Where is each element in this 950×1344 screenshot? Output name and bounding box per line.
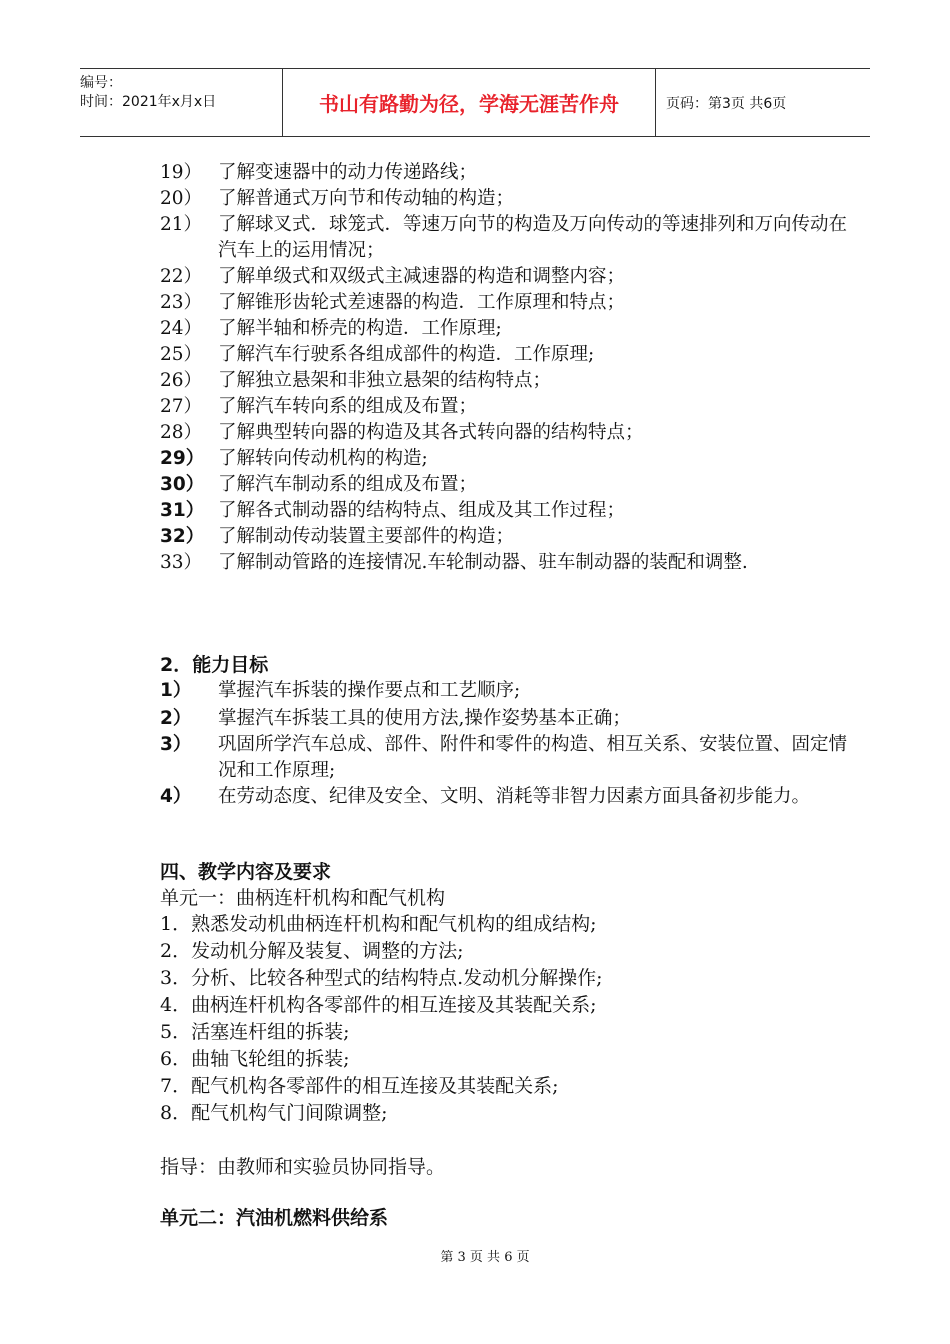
list-item xyxy=(160,212,850,264)
item-number: 23） xyxy=(160,292,203,313)
list-item xyxy=(160,394,850,420)
item-number: 32） xyxy=(160,526,205,547)
item-text: 巩固所学汽车总成、部件、附件和零件的构造、相互关系、安装位置、固定情况和工作原理; xyxy=(218,734,848,781)
list-item: 1．熟悉发动机曲柄连杆机构和配气机构的组成结构; xyxy=(160,913,597,935)
list-item xyxy=(160,368,850,394)
item-number: 22） xyxy=(160,266,203,287)
item-number: 29） xyxy=(160,448,205,469)
footer-page-number: 第 3 页 共 6 页 xyxy=(440,1250,530,1265)
item-number: 33） xyxy=(160,552,203,573)
item-text: 了解锥形齿轮式差速器的构造．工作原理和特点； xyxy=(218,292,626,313)
list-item xyxy=(160,186,850,212)
header-page-info: 页码：第3页 共6页 xyxy=(666,95,787,112)
list-item xyxy=(160,524,850,550)
page-footer xyxy=(0,1246,950,1265)
list-item xyxy=(160,784,850,810)
item-number: 30） xyxy=(160,474,205,495)
item-number: 3） xyxy=(160,734,192,755)
list-item xyxy=(160,706,850,732)
header-motto: 书山有路勤为径，学海无涯苦作舟 xyxy=(282,69,656,136)
item-text: 了解独立悬架和非独立悬架的结构特点； xyxy=(218,370,552,391)
item-text: 了解制动传动装置主要部件的构造； xyxy=(218,526,515,547)
unit-title: 单元二：汽油机燃料供给系 xyxy=(160,1207,389,1229)
list-item xyxy=(160,420,850,446)
item-text: 掌握汽车拆装工具的使用方法,操作姿势基本正确； xyxy=(218,708,631,729)
header-meta xyxy=(80,69,282,136)
item-text: 了解单级式和双级式主减速器的构造和调整内容； xyxy=(218,266,626,287)
item-number: 4） xyxy=(160,786,192,807)
item-number: 28） xyxy=(160,422,203,443)
list-item xyxy=(160,342,850,368)
number-label: 编号： xyxy=(80,75,122,91)
item-number: 20） xyxy=(160,188,203,209)
item-text: 掌握汽车拆装的操作要点和工艺顺序; xyxy=(218,680,521,701)
item-number: 31） xyxy=(160,500,205,521)
page-header xyxy=(80,68,870,137)
list-item: 6．曲轴飞轮组的拆装; xyxy=(160,1048,350,1070)
list-item: 8．配气机构气门间隙调整; xyxy=(160,1102,388,1124)
list-item: 2．发动机分解及装复、调整的方法; xyxy=(160,940,464,962)
item-text: 了解典型转向器的构造及其各式转向器的结构特点； xyxy=(218,422,644,443)
item-text: 了解汽车行驶系各组成部件的构造．工作原理; xyxy=(218,344,595,365)
list-item: 7．配气机构各零部件的相互连接及其装配关系; xyxy=(160,1075,559,1097)
guidance-text: 指导：由教师和实验员协同指导。 xyxy=(160,1156,446,1178)
list-item xyxy=(160,550,850,576)
time-label: 时间：2021年x月x日 xyxy=(80,94,217,110)
item-text: 了解半轴和桥壳的构造．工作原理; xyxy=(218,318,502,339)
list-item xyxy=(160,678,850,704)
item-number: 1） xyxy=(160,680,192,701)
item-text: 在劳动态度、纪律及安全、文明、消耗等非智力因素方面具备初步能力。 xyxy=(218,786,811,807)
item-text: 了解汽车制动系的组成及布置； xyxy=(218,474,478,495)
list-item: 4．曲柄连杆机构各零部件的相互连接及其装配关系; xyxy=(160,994,597,1016)
item-number: 26） xyxy=(160,370,203,391)
list-item xyxy=(160,290,850,316)
unit-title: 单元一：曲柄连杆机构和配气机构 xyxy=(160,887,446,909)
list-item xyxy=(160,446,850,472)
list-item xyxy=(160,160,850,186)
list-item: 5．活塞连杆组的拆装; xyxy=(160,1021,350,1043)
item-text: 了解球叉式．球笼式．等速万向节的构造及万向传动的等速排列和万向传动在汽车上的运用情况； xyxy=(218,214,848,261)
item-number: 19） xyxy=(160,162,203,183)
list-item xyxy=(160,732,850,784)
list-item xyxy=(160,498,850,524)
list-item xyxy=(160,316,850,342)
item-text: 了解普通式万向节和传动轴的构造； xyxy=(218,188,515,209)
item-number: 27） xyxy=(160,396,203,417)
list-item: 3．分析、比较各种型式的结构特点.发动机分解操作; xyxy=(160,967,603,989)
ability-heading: 2．能力目标 xyxy=(160,654,269,676)
list-item xyxy=(160,472,850,498)
item-number: 24） xyxy=(160,318,203,339)
section-heading: 四、教学内容及要求 xyxy=(160,861,332,883)
list-item xyxy=(160,264,850,290)
item-text: 了解各式制动器的结构特点、组成及其工作过程； xyxy=(218,500,626,521)
item-number: 21） xyxy=(160,214,203,235)
item-number: 25） xyxy=(160,344,203,365)
item-number: 2） xyxy=(160,708,192,729)
item-text: 了解转向传动机构的构造; xyxy=(218,448,428,469)
item-text: 了解汽车转向系的组成及布置； xyxy=(218,396,478,417)
item-text: 了解变速器中的动力传递路线； xyxy=(218,162,478,183)
item-text: 了解制动管路的连接情况.车轮制动器、驻车制动器的装配和调整. xyxy=(218,552,748,573)
